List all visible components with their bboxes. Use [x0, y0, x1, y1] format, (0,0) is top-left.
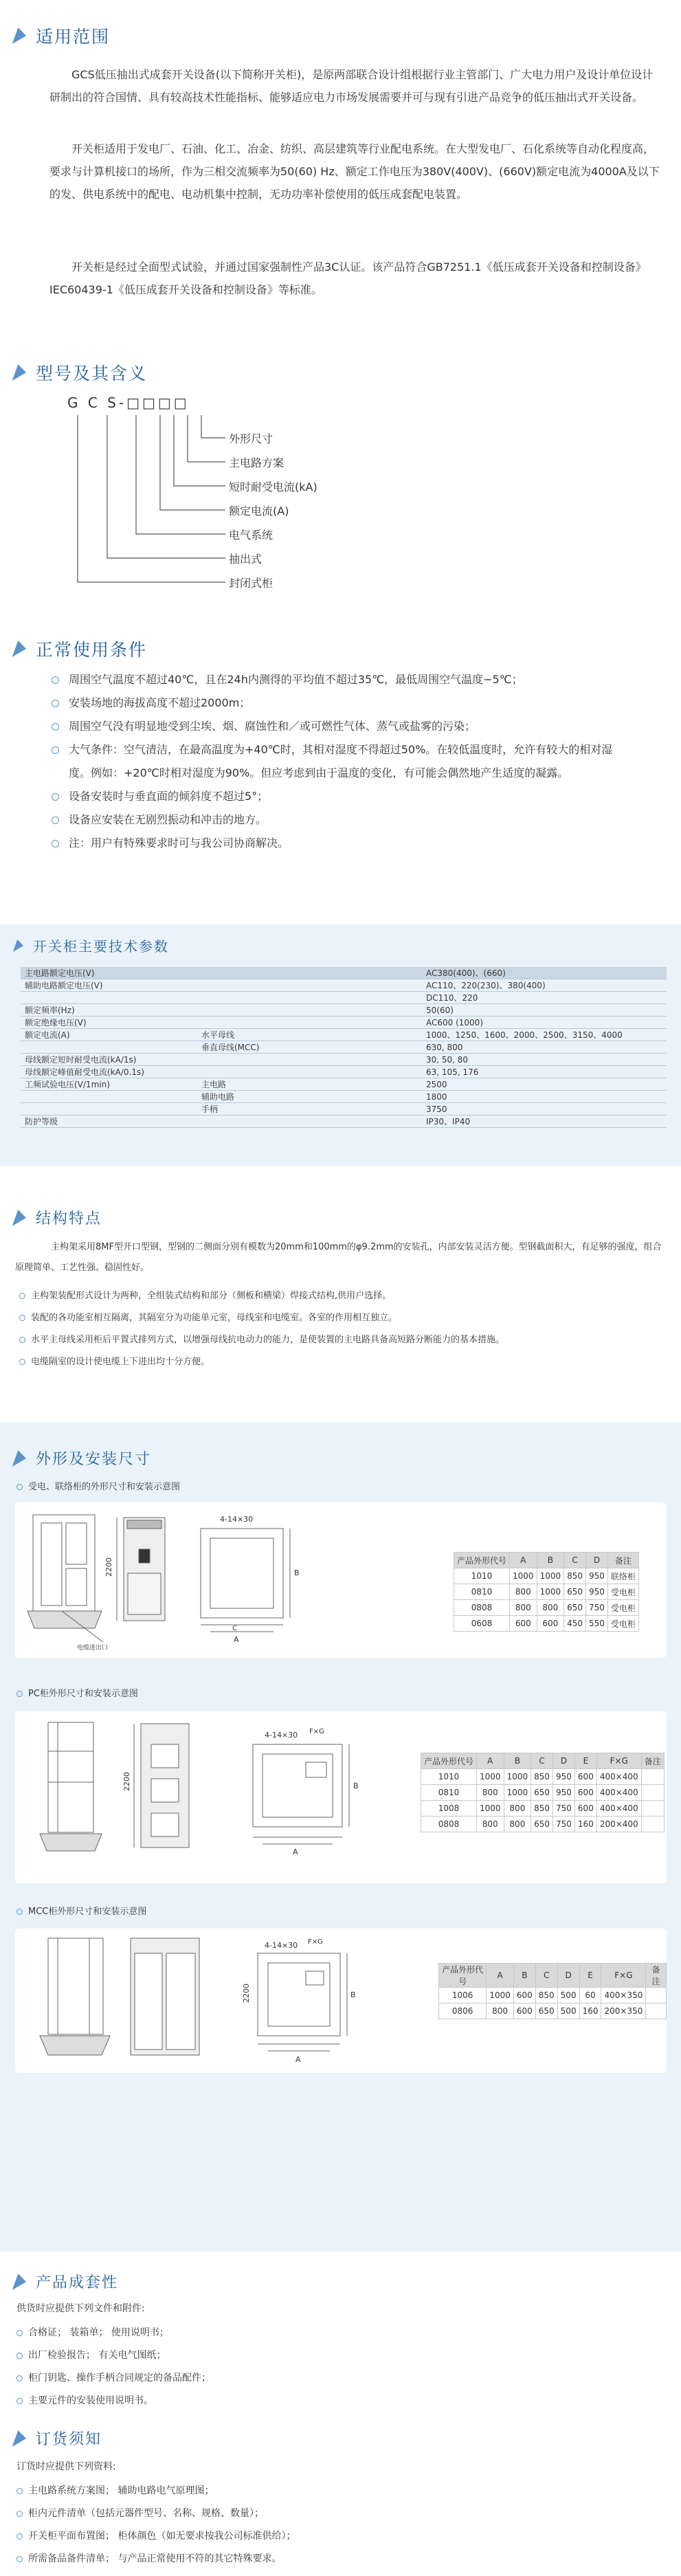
table-cell: 400×400 — [596, 1769, 641, 1785]
table-row — [421, 1801, 665, 1817]
model-section — [0, 344, 681, 619]
condition-item — [52, 668, 629, 691]
list-text: 柜内元件清单（包括元器件型号、名称、规格、数量）； — [28, 2508, 264, 2519]
header-cell: F×G — [596, 1753, 641, 1769]
header-cell: B — [504, 1753, 531, 1769]
spec-sub — [197, 992, 422, 1004]
spec-value: 30, 50, 80 — [422, 1054, 667, 1066]
structure-intro: 主构架采用8MF型开口型钢，型钢的二侧面分别有模数为20mm和100mm的φ9.2mm的安装孔，内部安装灵活方便。型钢截面积大，有足够的强度，组合原理简单、工艺性强、稳固性好。 — [15, 1242, 662, 1273]
header-cell: B — [513, 1964, 535, 1988]
table-cell: 800 — [487, 2003, 514, 2019]
header-cell: 备注 — [646, 1964, 667, 1988]
header-cell: A — [510, 1553, 537, 1568]
svg-text:C: C — [232, 1625, 237, 1632]
table-cell — [641, 1801, 664, 1817]
spec-row — [21, 1103, 667, 1115]
spec-value: AC600 (1000) — [422, 1017, 667, 1029]
condition-text: 周围空气没有明显地受到尘埃、烟、腐蚀性和／或可燃性气体、蒸气或盐雾的污染； — [69, 720, 476, 733]
table-cell: 800 — [510, 1584, 537, 1600]
table-row — [454, 1568, 639, 1584]
scope-paragraph-3: 开关柜是经过全面型式试验，并通过国家强制性产品3C认证。该产品符合GB7251.1《低压成套开关设备和控制设备》IEC60439-1《低压成套开关设备和控制设备》等标准。 — [49, 260, 647, 296]
table-row — [439, 1988, 667, 2003]
kit-title: 产品成套性 — [15, 2271, 118, 2292]
section-arrow-icon — [13, 940, 26, 952]
dimensions-box-3 — [15, 1929, 667, 2073]
condition-item — [52, 832, 629, 855]
table-cell: 650 — [564, 1600, 586, 1616]
table-cell: 600 — [510, 1616, 537, 1632]
table-cell: 800 — [510, 1600, 537, 1616]
table-cell: 600 — [537, 1616, 564, 1632]
table-cell: 受电柜 — [607, 1616, 638, 1632]
table-cell: 950 — [586, 1568, 608, 1584]
model-label: 短时耐受电流(kA) — [229, 480, 317, 493]
table-cell: 800 — [537, 1600, 564, 1616]
bullet-icon — [16, 2330, 23, 2336]
spec-sub — [197, 1004, 422, 1017]
model-label: 外形尺寸 — [229, 432, 273, 445]
condition-text: 周围空气温度不超过40℃，且在24h内测得的平均值不超过35℃，最低周围空气温度−5℃； — [69, 673, 523, 686]
spec-sub: 水平母线 — [197, 1029, 422, 1041]
list-item — [16, 2344, 635, 2367]
structure-text: 装配的各功能室相互隔离，其隔室分为功能单元室，母线室和电缆室。各室的作用相互独立。 — [31, 1313, 398, 1323]
bullet-icon — [16, 2488, 23, 2494]
spec-sub: 主电路 — [197, 1078, 422, 1091]
table-cell: 400×400 — [596, 1785, 641, 1801]
table-cell: 联络柜 — [607, 1568, 638, 1584]
dimensions-table-2 — [421, 1753, 665, 1832]
table-cell: 550 — [586, 1616, 608, 1632]
table-cell: 60 — [579, 1988, 601, 2003]
condition-item — [52, 691, 629, 715]
spec-name: 工频试验电压(V/1min) — [21, 1078, 197, 1091]
structure-section — [0, 1189, 681, 1416]
table-cell: 0808 — [421, 1817, 477, 1832]
svg-text:B: B — [294, 1568, 300, 1577]
header-cell: C — [535, 1964, 557, 1988]
table-cell: 800 — [477, 1817, 504, 1832]
table-cell: 850 — [564, 1568, 586, 1584]
condition-text: 设备应安装在无剧烈振动和冲击的地方。 — [69, 813, 267, 826]
structure-text: 水平主母线采用柜后平置式排列方式，以增强母线抗电动力的能力，是使装置的主电路具备高短路分断能力的基本措施。 — [31, 1335, 505, 1345]
table-cell: 受电柜 — [607, 1600, 638, 1616]
section-arrow-icon — [12, 641, 30, 657]
bullet-icon — [16, 2375, 23, 2381]
section-arrow-icon — [12, 364, 30, 381]
specs-table — [21, 967, 667, 1128]
table-cell: 160 — [579, 2003, 601, 2019]
holes-label: 4-14×30 — [220, 1515, 254, 1524]
spec-row — [21, 1041, 667, 1054]
table-cell: 750 — [553, 1817, 575, 1832]
structure-title: 结构特点 — [15, 1207, 102, 1228]
bullet-icon — [16, 2398, 23, 2404]
spec-row — [21, 992, 667, 1004]
header-cell: C — [531, 1753, 553, 1769]
table-cell: 200×400 — [596, 1817, 641, 1832]
model-label: 电气系统 — [229, 529, 273, 542]
header-cell: 产品外形代号 — [421, 1753, 477, 1769]
header-cell: D — [586, 1553, 608, 1568]
table-row — [454, 1600, 639, 1616]
list-text: 柜门钥匙、操作手柄合同规定的备品配件； — [28, 2373, 211, 2384]
cabinet-drawings-3 — [21, 1933, 433, 2070]
bullet-icon — [19, 1359, 25, 1365]
structure-text: 电缆隔室的设计使电缆上下进出均十分方便。 — [31, 1357, 210, 1367]
table-cell — [646, 1988, 667, 2003]
spec-name — [21, 1091, 197, 1103]
structure-item — [19, 1351, 658, 1373]
table-cell: 1006 — [439, 1988, 487, 2003]
table-cell: 650 — [564, 1584, 586, 1600]
condition-text: 设备安装时与垂直面的倾斜度不超过5°； — [69, 790, 269, 803]
spec-name: 母线额定峰值耐受电流(kA/0.1s) — [21, 1066, 197, 1078]
table-cell: 850 — [535, 1988, 557, 2003]
header-cell: 备注 — [641, 1753, 664, 1769]
header-cell: B — [537, 1553, 564, 1568]
table-cell: 400×400 — [596, 1801, 641, 1817]
spec-name: 辅助电路额定电压(V) — [21, 979, 197, 992]
dimensions-sub2: PC柜外形尺寸和安装示意图 — [16, 1686, 138, 1699]
svg-text:F×G: F×G — [309, 1728, 324, 1735]
structure-text: 主构架装配形式设计为两种，全组装式结构和部分（侧板和横梁）焊接式结构,供用户选择。 — [31, 1291, 392, 1301]
table-header — [421, 1753, 665, 1769]
svg-text:2200: 2200 — [122, 1772, 131, 1791]
table-cell: 800 — [504, 1801, 531, 1817]
dimensions-title: 外形及安装尺寸 — [15, 1447, 151, 1469]
table-header — [439, 1964, 667, 1988]
table-cell: 650 — [535, 2003, 557, 2019]
spec-sub — [197, 979, 422, 992]
spec-row — [21, 1066, 667, 1078]
table-cell: 1000 — [477, 1769, 504, 1785]
table-cell: 750 — [553, 1801, 575, 1817]
table-cell: 850 — [531, 1769, 553, 1785]
specs-title: 开关柜主要技术参数 — [15, 935, 169, 955]
order-title: 订货须知 — [15, 2428, 102, 2449]
structure-item — [19, 1285, 658, 1307]
scope-paragraph-2: 开关柜适用于发电厂、石油、化工、冶金、纺织、高层建筑等行业配电系统。在大型发电厂、石化系统等自动化程度高，要求与计算机接口的场所，作为三相交流频率为50(60) Hz、额定工作电压为380V(400V)、(660V)额定电流为4000A及以下的发、供电系统中的配电、电动机集中控制，无功功率补偿使用的低压成套配电装置。 — [49, 142, 660, 201]
spec-value: AC380(400)、(660) — [422, 967, 667, 979]
spec-name: 母线额定短时耐受电流(kA/1s) — [21, 1054, 197, 1066]
spec-name — [21, 1041, 197, 1054]
spec-row — [21, 1078, 667, 1091]
table-cell: 800 — [504, 1817, 531, 1832]
model-label: 抽出式 — [229, 553, 263, 566]
conditions-title: 正常使用条件 — [15, 636, 147, 661]
table-cell: 0810 — [421, 1785, 477, 1801]
spec-name — [21, 992, 197, 1004]
table-cell — [641, 1785, 664, 1801]
model-label: 封闭式柜 — [229, 577, 273, 590]
table-row — [439, 2003, 667, 2019]
model-label: 主电路方案 — [229, 456, 284, 469]
bullet-icon — [16, 2533, 23, 2540]
structure-list — [19, 1285, 658, 1373]
table-cell: 450 — [564, 1616, 586, 1632]
table-cell: 950 — [586, 1584, 608, 1600]
svg-text:B: B — [350, 1990, 356, 1999]
table-cell: 750 — [586, 1600, 608, 1616]
structure-item — [19, 1329, 658, 1351]
height-label: 2200 — [104, 1557, 113, 1577]
spec-sub: 垂直母线(MCC) — [197, 1041, 422, 1054]
table-row — [454, 1616, 639, 1632]
list-text: 出厂检验报告； 有关电气图纸； — [28, 2350, 166, 2361]
list-text: 主要元件的安装使用说明书。 — [28, 2395, 153, 2406]
bullet-icon — [52, 700, 59, 707]
list-item — [16, 2502, 635, 2525]
dimensions-sub1: 受电、联络柜的外形尺寸和安装示意图 — [16, 1479, 180, 1492]
svg-text:A: A — [234, 1635, 239, 1644]
kit-intro: 供货时应提供下列文件和附件: — [16, 2303, 145, 2314]
conditions-section — [0, 619, 681, 921]
list-text: 主电路系统方案图； 辅助电路电气原理图； — [28, 2485, 214, 2496]
table-cell: 650 — [531, 1785, 553, 1801]
structure-item — [19, 1307, 658, 1329]
section-arrow-icon — [12, 1210, 30, 1226]
spec-row — [21, 979, 667, 992]
spec-value: 50(60) — [422, 1004, 667, 1017]
list-text: 所需备品备件清单； 与产品正常使用不符的其它特殊要求。 — [28, 2553, 282, 2564]
conditions-list — [52, 668, 629, 855]
svg-text:B: B — [353, 1781, 359, 1790]
table-cell: 950 — [553, 1785, 575, 1801]
condition-item — [52, 808, 629, 832]
bullet-icon — [52, 676, 59, 684]
spec-sub — [197, 967, 422, 979]
table-cell: 0806 — [439, 2003, 487, 2019]
table-cell: 400×350 — [601, 1988, 646, 2003]
table-cell: 200×350 — [601, 2003, 646, 2019]
kit-section — [0, 2261, 681, 2419]
table-row — [421, 1785, 665, 1801]
table-cell — [641, 1817, 664, 1832]
table-row — [421, 1769, 665, 1785]
spec-value: DC110、220 — [422, 992, 667, 1004]
table-cell: 600 — [513, 1988, 535, 2003]
spec-row — [21, 1115, 667, 1128]
model-code: G C S-□□□□ — [67, 395, 190, 411]
table-cell: 1000 — [504, 1785, 531, 1801]
bullet-icon — [16, 2511, 23, 2517]
spec-value: 1000、1250、1600、2000、2500、3150、4000 — [422, 1029, 667, 1041]
spec-value: 3750 — [422, 1103, 667, 1115]
table-cell: 1000 — [487, 1988, 514, 2003]
svg-text:电缆进出口: 电缆进出口 — [77, 1645, 109, 1652]
table-cell: 950 — [553, 1769, 575, 1785]
table-cell: 1010 — [454, 1568, 510, 1584]
list-item — [16, 2390, 635, 2412]
condition-item — [52, 785, 629, 808]
svg-text:4-14×30: 4-14×30 — [265, 1731, 298, 1740]
bullet-icon — [16, 2556, 23, 2562]
table-header — [454, 1553, 639, 1568]
table-cell: 0808 — [454, 1600, 510, 1616]
svg-text:A: A — [295, 2055, 301, 2064]
spec-name: 额定绝缘电压(V) — [21, 1017, 197, 1029]
spec-value: IP30、IP40 — [422, 1115, 667, 1128]
svg-text:4-14×30: 4-14×30 — [265, 1941, 298, 1950]
table-cell: 650 — [531, 1817, 553, 1832]
spec-sub — [197, 1017, 422, 1029]
spec-sub: 辅助电路 — [197, 1091, 422, 1103]
spec-value: 63, 105, 176 — [422, 1066, 667, 1078]
bullet-icon — [19, 1293, 25, 1299]
header-cell: A — [487, 1964, 514, 1988]
condition-text: 大气条件：空气清洁，在最高温度为+40℃时，其相对湿度不得超过50%。在较低温度时，允许有较大的相对湿度。例如：+20℃时相对湿度为90%。但应考虑到由于温度的变化，有可能会偶然地产生适度的凝露。 — [69, 743, 613, 779]
table-cell: 1010 — [421, 1769, 477, 1785]
table-cell: 1008 — [421, 1801, 477, 1817]
condition-item — [52, 738, 629, 785]
bullet-icon — [19, 1315, 25, 1321]
table-cell: 1000 — [510, 1568, 537, 1584]
list-item — [16, 2367, 635, 2390]
condition-text: 注：用户有特殊要求时可与我公司协商解决。 — [69, 836, 289, 850]
table-cell: 600 — [574, 1785, 596, 1801]
table-cell — [646, 2003, 667, 2019]
section-arrow-icon — [12, 2274, 30, 2290]
bullet-icon — [52, 793, 59, 801]
table-cell: 0810 — [454, 1584, 510, 1600]
bullet-icon — [52, 746, 59, 754]
spec-row — [21, 1004, 667, 1017]
spec-name: 额定电流(A) — [21, 1029, 197, 1041]
specs-section — [0, 924, 681, 1175]
header-cell: A — [477, 1753, 504, 1769]
dimensions-section — [0, 1423, 681, 2261]
list-text: 合格证； 装箱单； 使用说明书； — [28, 2327, 169, 2338]
model-label: 额定电流(A) — [229, 504, 289, 518]
spec-row — [21, 1091, 667, 1103]
header-cell: C — [564, 1553, 586, 1568]
condition-item — [52, 715, 629, 738]
dimensions-box-2 — [15, 1711, 667, 1883]
table-row — [454, 1584, 639, 1600]
table-cell: 500 — [557, 1988, 579, 2003]
svg-text:F×G: F×G — [308, 1938, 323, 1946]
condition-text: 安装场地的海拔高度不超过2000m； — [69, 696, 251, 709]
table-cell: 800 — [477, 1785, 504, 1801]
svg-text:A: A — [293, 1847, 298, 1856]
scope-paragraph-1: GCS低压抽出式成套开关设备(以下简称开关柜)，是原两部联合设计组根据行业主管部门、广大电力用户及设计单位设计研制出的符合国情、具有较高技术性能指标、能够适应电力市场发展需要并可与现有引进产品竞争的低压抽出式开关设备。 — [49, 68, 654, 104]
dimensions-table-1 — [454, 1552, 639, 1632]
spec-name: 额定频率(Hz) — [21, 1004, 197, 1017]
scope-section — [0, 0, 681, 323]
bullet-icon — [52, 840, 59, 847]
table-cell: 受电柜 — [607, 1584, 638, 1600]
section-arrow-icon — [12, 1450, 30, 1467]
spec-name — [21, 1103, 197, 1115]
dimensions-box-1 — [15, 1502, 667, 1658]
dimensions-sub3: MCC柜外形尺寸和安装示意图 — [16, 1904, 146, 1917]
spec-value: 630, 800 — [422, 1041, 667, 1054]
header-cell: 产品外形代号 — [439, 1964, 487, 1988]
table-cell: 1000 — [537, 1568, 564, 1584]
spec-sub: 手柄 — [197, 1103, 422, 1115]
list-text: 开关柜平面布置图； 柜体颜色（如无要求按我公司标准供给）； — [28, 2531, 296, 2542]
spec-value: 2500 — [422, 1078, 667, 1091]
order-section — [0, 2419, 681, 2576]
model-title: 型号及其含义 — [15, 360, 147, 385]
section-arrow-icon — [12, 27, 30, 44]
header-cell: D — [557, 1964, 579, 1988]
dimensions-table-3 — [438, 1963, 667, 2019]
list-item — [16, 2322, 635, 2344]
header-cell: F×G — [601, 1964, 646, 1988]
spec-row — [21, 1054, 667, 1066]
scope-title: 适用范围 — [15, 23, 110, 48]
table-cell: 600 — [574, 1769, 596, 1785]
table-cell — [641, 1769, 664, 1785]
table-cell: 1000 — [504, 1769, 531, 1785]
bullet-icon — [16, 2353, 23, 2359]
order-intro: 订货时应提供下列资料: — [16, 2461, 116, 2472]
list-item — [16, 2480, 635, 2502]
table-cell: 850 — [531, 1801, 553, 1817]
spec-value: AC110、220(230)、380(400) — [422, 979, 667, 992]
spec-sub — [197, 1115, 422, 1128]
order-list — [16, 2480, 635, 2571]
header-cell: E — [579, 1964, 601, 1988]
spec-value: 1800 — [422, 1091, 667, 1103]
spec-row — [21, 967, 667, 979]
header-cell: D — [553, 1753, 575, 1769]
header-cell: 产品外形代号 — [454, 1553, 510, 1568]
header-cell: 备注 — [607, 1553, 638, 1568]
cabinet-drawings-1 — [21, 1508, 447, 1654]
bullet-icon — [52, 723, 59, 731]
table-cell: 500 — [557, 2003, 579, 2019]
svg-text:2200: 2200 — [242, 1984, 251, 2003]
list-item — [16, 2548, 635, 2571]
spec-sub — [197, 1066, 422, 1078]
table-cell: 0608 — [454, 1616, 510, 1632]
table-cell: 600 — [513, 2003, 535, 2019]
table-cell: 1000 — [537, 1584, 564, 1600]
section-arrow-icon — [12, 2430, 30, 2447]
table-row — [421, 1817, 665, 1832]
bullet-icon — [52, 817, 59, 824]
list-item — [16, 2525, 635, 2548]
kit-list — [16, 2322, 635, 2412]
bullet-icon — [19, 1337, 25, 1343]
table-cell: 160 — [574, 1817, 596, 1832]
cabinet-drawings-2 — [21, 1717, 433, 1879]
spec-name: 主电路额定电压(V) — [21, 967, 197, 979]
table-cell: 1000 — [477, 1801, 504, 1817]
spec-row — [21, 1029, 667, 1041]
spec-name: 防护等级 — [21, 1115, 197, 1128]
spec-row — [21, 1017, 667, 1029]
spec-sub — [197, 1054, 422, 1066]
header-cell: E — [574, 1753, 596, 1769]
table-cell: 600 — [574, 1801, 596, 1817]
